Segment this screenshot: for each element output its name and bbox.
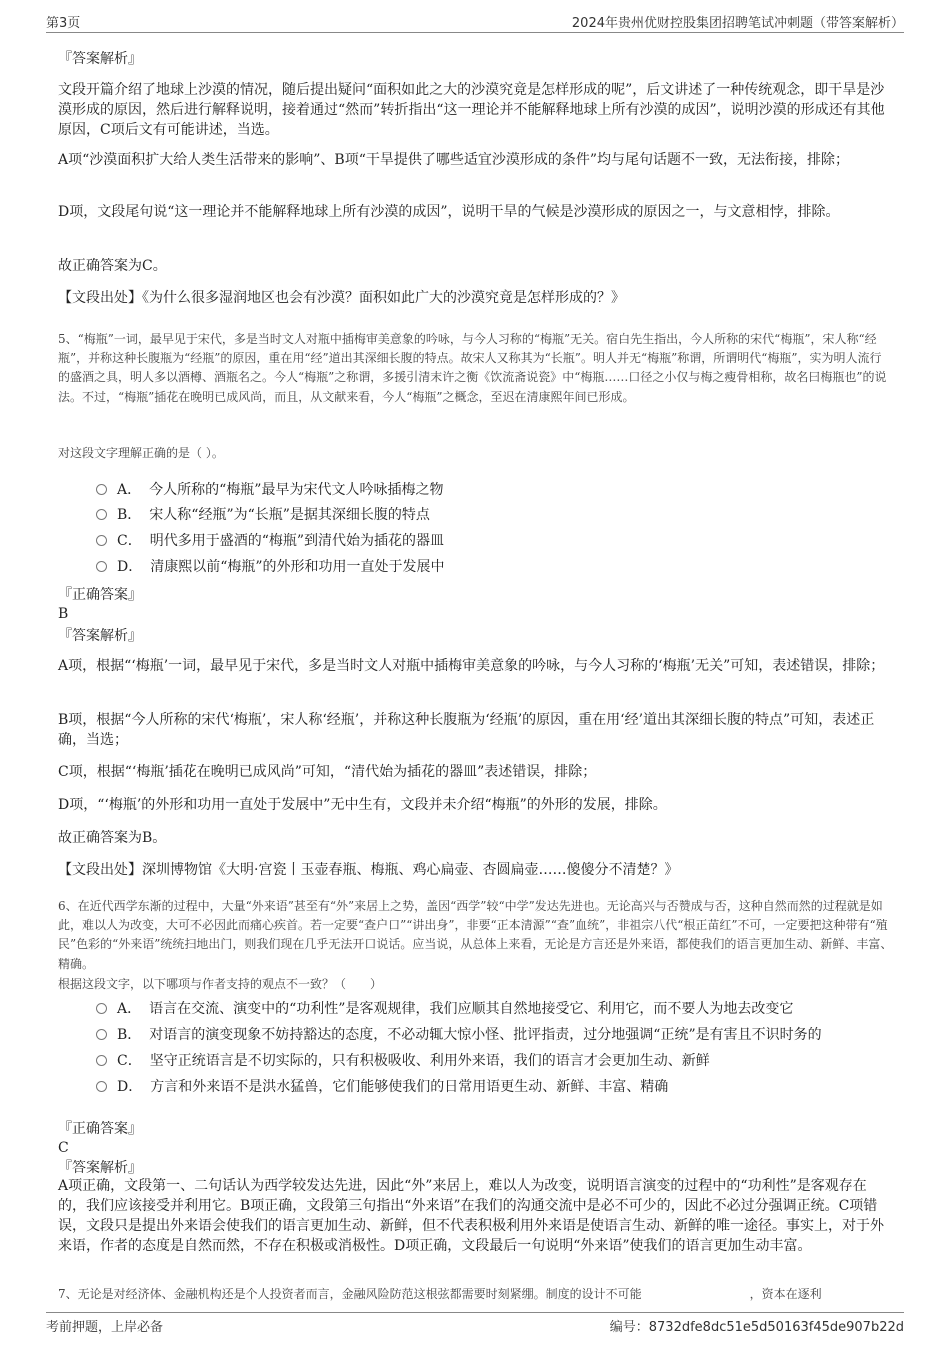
q5-analysis-a: A项，根据“‘梅瓶’一词，最早见于宋代，多是当时文人对瓶中插梅审美意象的吟咏，与今人习称的‘梅瓶’无关”可知，表述错误，排除； — [58, 658, 885, 674]
q4-analysis-para1: 文段开篇介绍了地球上沙漠的情况，随后提出疑问“面积如此之大的沙漠究竟是怎样形成的呢”，后文讲述了一种传统观念，即干旱是沙漠形成的原因，然后进行解释说明，接着通过“然而”转折指出“这一理论并不能解释地球上所有沙漠的成因”，说明沙漠的形成还有其他原因，C项后文有可能讲述，当选。 — [58, 82, 885, 138]
q5-option-d[interactable]: D． 清康熙以前“梅瓶”的外形和功用一直处于发展中 — [96, 557, 896, 577]
q5-option-c[interactable]: C． 明代多用于盛酒的“梅瓶”到清代始为插花的器皿 — [96, 531, 896, 551]
q4-source: 【文段出处】《为什么很多湿润地区也会有沙漠？面积如此广大的沙漠究竟是怎样形成的？》 — [58, 290, 625, 306]
q6-stem: 6、在近代西学东渐的过程中，大量“外来语”甚至有“外”来居上之势，盖因“西学”较“中学”发达先进也。无论高兴与否赞成与否，这种自然而然的过程就是如此，难以人为改变，大可不必因此而痛心疾首。若一定要“查户口”“讲出身”，非要“正本清源”“查”血统”，非祖宗八代“根正苗红”不可，一定要把这种带有“殖民”色彩的“外来语”统统扫地出门，则我们现在几乎无法开口说话。应当说，从总体上来看，无论是方言还是外来语，都使我们的语言更加生动、新鲜、丰富、精确。 — [58, 899, 893, 971]
q5-correct-value: B — [58, 606, 69, 622]
q5-analysis-d: D项，“‘梅瓶’的外形和功用一直处于发展中”无中生有，文段并未介绍“梅瓶”的外形的发展，排除。 — [58, 797, 667, 813]
q5-option-a[interactable]: A． 今人所称的“梅瓶”最早为宋代文人吟咏插梅之物 — [96, 480, 896, 500]
page-footer — [46, 1312, 904, 1333]
q4-analysis-para3: D项，文段尾句说“这一理论并不能解释地球上所有沙漠的成因”，说明干旱的气候是沙漠形成的原因之一，与文意相悖，排除。 — [58, 204, 840, 220]
q5-question: 对这段文字理解正确的是（ ）。 — [58, 446, 224, 460]
q5-analysis-b: B项，根据“今人所称的宋代‘梅瓶’，宋人称‘经瓶’，并称这种长腹瓶为‘经瓶’的原因，重在用‘经’道出其深细长腹的特点”可知，表述正确，当选； — [58, 712, 875, 748]
radio-icon[interactable] — [96, 561, 107, 572]
q5-option-b[interactable]: B． 宋人称“经瓶”为“长瓶”是据其深细长腹的特点 — [96, 505, 896, 525]
page-number: 第3页 — [46, 16, 81, 31]
footer-slogan: 考前押题，上岸必备 — [46, 1320, 164, 1335]
q5-stem: 5、“梅瓶”一词，最早见于宋代，多是当时文人对瓶中插梅审美意象的吟咏，与今人习称的“梅瓶”无关。宿白先生指出，今人所称的宋代“梅瓶”，宋人称“经瓶”，并称这种长腹瓶为“经瓶”的原因，重在用“经”道出其深细长腹的特点。故宋人又称其为“长瓶”。明人并无“梅瓶”称谓，所谓明代“梅瓶”，实为明人流行的盛酒之具，明人多以酒樽、酒瓶名之。今人“梅瓶”之称谓，多援引清末许之衡《饮流斋说瓷》中“梅瓶……口径之小仅与梅之瘦骨相称，故名曰梅瓶也”的说法。不过，“梅瓶”插花在晚明已成风尚，而且，从文献来看，今人“梅瓶”之概念，至迟在清康熙年间已形成。 — [58, 332, 887, 404]
page-header — [46, 12, 904, 33]
q6-correct-value: C — [58, 1140, 69, 1156]
radio-icon[interactable] — [96, 1029, 107, 1040]
radio-icon[interactable] — [96, 1003, 107, 1014]
q6-option-c[interactable]: C． 坚守正统语言是不切实际的，只有积极吸收、利用外来语，我们的语言才会更加生动、新鲜 — [96, 1051, 896, 1071]
q4-analysis-label: 『答案解析』 — [58, 51, 142, 67]
document-code — [610, 1316, 904, 1335]
q4-conclusion: 故正确答案为C。 — [58, 258, 167, 274]
q6-option-b[interactable]: B． 对语言的演变现象不妨持豁达的态度，不必动辄大惊小怪、批评指责，过分地强调“正统”是有害且不识时务的 — [96, 1025, 896, 1045]
q6-option-a[interactable]: A． 语言在交流、演变中的“功利性”是客观规律，我们应顺其自然地接受它、利用它，而不要人为地去改变它 — [96, 999, 896, 1019]
code-label: 编号： — [609, 1320, 649, 1335]
q6-analysis: A项正确，文段第一、二句话认为西学较发达先进，因此“外”来居上，难以人为改变，说明语言演变的过程中的“功利性”是客观存在的，我们应该接受并利用它。B项正确，文段第三句指出“外来语”在我们的沟通交流中是必不可少的，因此不必过分强调正统。C项错误，文段只是提出外来语会使我们的语言更加生动、新鲜，但不代表积极利用外来语是使语言生动、新鲜的唯一途径。事实上，对于外来语，作者的态度是自然而然，不存在积极或消极性。D项正确，文段最后一句说明“外来语”使我们的语言更加生动丰富。 — [58, 1178, 884, 1254]
q6-option-d[interactable]: D． 方言和外来语不是洪水猛兽，它们能够使我们的日常用语更生动、新鲜、丰富、精确 — [96, 1077, 896, 1097]
radio-icon[interactable] — [96, 535, 107, 546]
code-value: 8732dfe8dc51e5d50163f45de907b22d — [648, 1320, 904, 1335]
q6-analysis-label: 『答案解析』 — [58, 1160, 142, 1176]
q5-conclusion: 故正确答案为B。 — [58, 830, 167, 846]
q6-question: 根据这段文字，以下哪项与作者支持的观点不一致？（ ） — [58, 977, 383, 991]
q5-correct-label: 『正确答案』 — [58, 587, 142, 603]
q7-stem: 7、无论是对经济体、金融机构还是个人投资者而言，金融风险防范这根弦都需要时刻紧绷。制度的设计不可能 ，资本在逐利 — [58, 1287, 822, 1301]
radio-icon[interactable] — [96, 1055, 107, 1066]
q4-analysis-para2: A项“沙漠面积扩大给人类生活带来的影响”、B项“干旱提供了哪些适宜沙漠形成的条件”均与尾句话题不一致，无法衔接，排除； — [58, 152, 850, 168]
radio-icon[interactable] — [96, 1081, 107, 1092]
document-title: 2024年贵州优财控股集团招聘笔试冲刺题（带答案解析） — [571, 16, 904, 31]
q5-analysis-label: 『答案解析』 — [58, 628, 142, 644]
radio-icon[interactable] — [96, 484, 107, 495]
q6-correct-label: 『正确答案』 — [58, 1121, 142, 1137]
q5-source: 【文段出处】深圳博物馆《大明·宫瓷丨玉壶春瓶、梅瓶、鸡心扁壶、杏圆扁壶……傻傻分不清楚？》 — [58, 862, 679, 878]
q5-analysis-c: C项，根据“‘梅瓶’插花在晚明已成风尚”可知，“清代始为插花的器皿”表述错误，排除； — [58, 764, 597, 780]
radio-icon[interactable] — [96, 509, 107, 520]
